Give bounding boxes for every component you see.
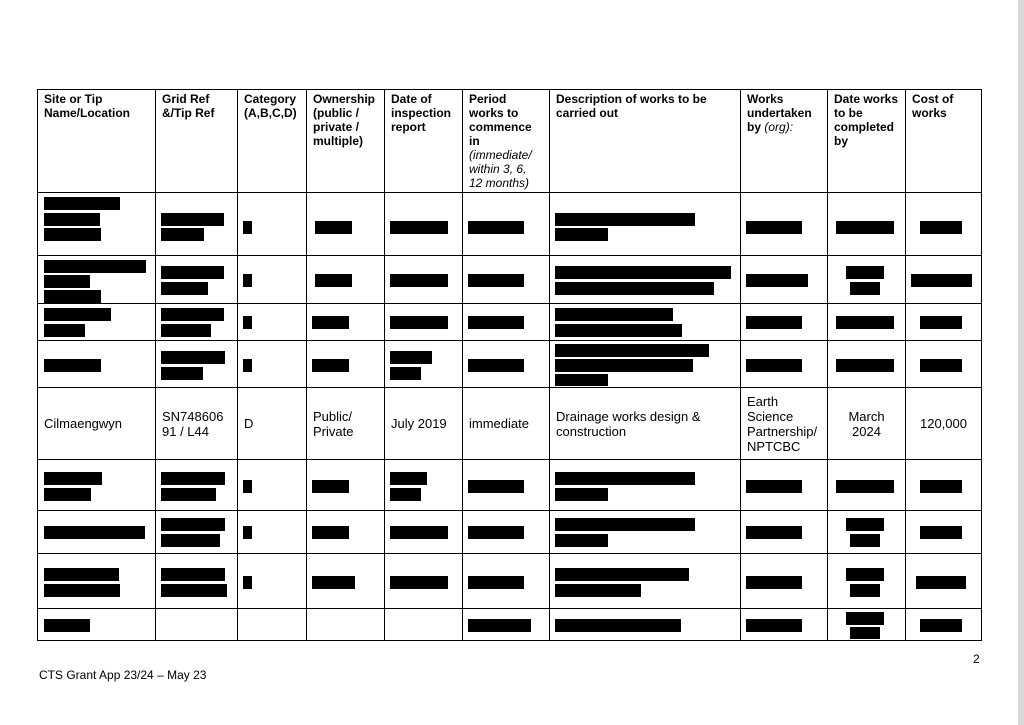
redaction-bar — [312, 480, 349, 493]
redaction-bar — [161, 472, 225, 485]
redaction-bar — [312, 316, 349, 329]
redaction-bar — [312, 526, 349, 539]
redaction-bar — [846, 518, 884, 531]
redaction-bar — [44, 584, 120, 597]
header-grid — [156, 90, 238, 193]
cost-value: 120,000 — [920, 416, 967, 431]
redaction-bar — [390, 367, 421, 380]
site-cell — [38, 388, 156, 460]
redaction-bar — [746, 359, 802, 372]
redaction-bar — [468, 316, 524, 329]
redaction-bar — [555, 344, 709, 357]
redaction-bar — [468, 576, 524, 589]
redacted-row — [38, 511, 982, 554]
redaction-bar — [846, 266, 884, 279]
inspection-date: July 2019 — [391, 416, 447, 431]
redaction-bar — [468, 526, 524, 539]
redaction-bar — [161, 266, 224, 279]
redaction-bar — [161, 568, 225, 581]
cilmaengwyn-row — [38, 388, 982, 460]
header-period-text: Period works to commence in — [469, 92, 532, 148]
redaction-bar — [836, 480, 894, 493]
header-undertaken — [741, 90, 828, 193]
redaction-bar — [44, 619, 90, 632]
redaction-bar — [390, 576, 448, 589]
description-cell — [550, 388, 741, 460]
redaction-bar — [746, 619, 802, 632]
grid-cell — [156, 388, 238, 460]
redaction-bar — [315, 274, 352, 287]
header-category — [238, 90, 307, 193]
header-completed — [828, 90, 906, 193]
redaction-bar — [555, 488, 608, 501]
header-undertaken-org: (org): — [764, 120, 794, 134]
redaction-bar — [390, 316, 448, 329]
redaction-bar — [555, 228, 608, 241]
redaction-bar — [836, 316, 894, 329]
redaction-bar — [555, 359, 693, 372]
redaction-bar — [555, 266, 731, 279]
undertaken-cell — [741, 388, 828, 460]
redaction-bar — [468, 480, 524, 493]
redaction-bar — [161, 584, 227, 597]
footer-document-label: CTS Grant App 23/24 – May 23 — [39, 668, 207, 682]
redaction-bar — [555, 324, 682, 337]
header-cost — [906, 90, 982, 193]
header-ownership — [307, 90, 385, 193]
grid-ref-line-2: 91 / L44 — [162, 423, 209, 439]
redaction-bar — [846, 568, 884, 581]
redaction-bar — [161, 488, 216, 501]
redaction-bar — [44, 290, 101, 303]
redacted-row — [38, 460, 982, 511]
header-row — [38, 90, 982, 193]
description-line-1: Drainage works design & — [556, 408, 701, 424]
redaction-bar — [390, 221, 448, 234]
redaction-bar — [161, 324, 211, 337]
header-category-text: Category (A,B,C,D) — [244, 92, 297, 120]
redaction-bar — [44, 568, 119, 581]
redaction-bar — [44, 488, 91, 501]
header-ownership-text: Ownership (public / private / multiple) — [313, 92, 376, 148]
redaction-bar — [916, 576, 966, 589]
redaction-bar — [243, 221, 252, 234]
completed-cell — [828, 388, 906, 460]
undertaken-line-1: Earth — [747, 393, 779, 409]
header-inspection-text: Date of inspection report — [391, 92, 452, 134]
redaction-bar — [312, 576, 355, 589]
header-site — [38, 90, 156, 193]
undertaken-line-4: NPTCBC — [747, 438, 801, 454]
redaction-bar — [850, 627, 880, 639]
header-completed-text: Date works to be completed by — [834, 92, 899, 148]
redaction-bar — [846, 612, 884, 625]
redaction-bar — [920, 480, 962, 493]
redaction-bar — [44, 228, 101, 241]
redaction-bar — [920, 619, 962, 632]
header-inspection — [385, 90, 463, 193]
redaction-bar — [920, 221, 962, 234]
header-site-text: Site or Tip Name/Location — [44, 92, 131, 120]
redaction-bar — [468, 619, 531, 632]
redaction-bar — [390, 488, 421, 501]
redaction-bar — [161, 282, 208, 295]
completed-line-2: 2024 — [852, 423, 881, 439]
redacted-row — [38, 341, 982, 388]
redaction-bar — [555, 534, 608, 547]
redaction-bar — [555, 213, 695, 226]
category-cell — [238, 388, 307, 460]
redaction-bar — [243, 576, 252, 589]
redacted-row — [38, 609, 982, 641]
undertaken-line-3: Partnership/ — [747, 423, 818, 439]
redacted-row — [38, 304, 982, 341]
redaction-bar — [44, 213, 100, 226]
redaction-bar — [555, 308, 673, 321]
redaction-bar — [243, 359, 252, 372]
period-cell — [463, 388, 550, 460]
redaction-bar — [468, 274, 524, 287]
redacted-row — [38, 256, 982, 304]
ownership-cell — [307, 388, 385, 460]
redaction-bar — [161, 534, 220, 547]
grid-ref-line-1: SN748606 — [162, 408, 224, 424]
page-edge — [1018, 0, 1024, 725]
redaction-bar — [390, 351, 432, 364]
redaction-bar — [555, 282, 714, 295]
redaction-bar — [555, 374, 608, 386]
redaction-bar — [390, 526, 448, 539]
redaction-bar — [161, 351, 225, 364]
redaction-bar — [836, 359, 894, 372]
description-line-2: construction — [556, 423, 627, 439]
redaction-bar — [243, 316, 252, 329]
redaction-bar — [315, 221, 352, 234]
redaction-bar — [243, 480, 252, 493]
ownership-line-1: Public/ — [313, 408, 353, 424]
redaction-bar — [850, 584, 880, 597]
page-number: 2 — [973, 652, 980, 666]
completed-line-1: March — [848, 408, 885, 424]
undertaken-line-2: Science — [747, 408, 794, 424]
redaction-bar — [390, 274, 448, 287]
redaction-bar — [836, 221, 894, 234]
redaction-bar — [746, 526, 802, 539]
redaction-bar — [911, 274, 972, 287]
redaction-bar — [555, 472, 695, 485]
redaction-bar — [44, 472, 102, 485]
redaction-bar — [746, 221, 802, 234]
redaction-bar — [555, 518, 695, 531]
redaction-bar — [312, 359, 349, 372]
redacted-row — [38, 554, 982, 609]
redaction-bar — [746, 576, 802, 589]
inspection-cell — [385, 388, 463, 460]
redaction-bar — [555, 584, 641, 597]
redaction-bar — [44, 308, 111, 321]
redaction-bar — [44, 260, 146, 273]
redaction-bar — [746, 274, 808, 287]
header-period-note: (immediate/ within 3, 6, 12 months) — [469, 148, 532, 190]
redaction-bar — [44, 526, 145, 539]
redaction-bar — [161, 367, 203, 380]
redaction-bar — [920, 316, 962, 329]
redaction-bar — [161, 228, 204, 241]
redaction-bar — [850, 282, 880, 295]
redaction-bar — [161, 518, 225, 531]
redaction-bar — [555, 619, 681, 632]
redaction-bar — [243, 526, 252, 539]
header-period — [463, 90, 550, 193]
redaction-bar — [850, 534, 880, 547]
site-name: Cilmaengwyn — [44, 416, 123, 431]
redaction-bar — [746, 480, 802, 493]
redaction-bar — [161, 308, 224, 321]
redaction-bar — [243, 274, 252, 287]
works-table — [37, 89, 982, 641]
redaction-bar — [390, 472, 427, 485]
redaction-bar — [44, 197, 120, 210]
redaction-bar — [44, 324, 85, 337]
redacted-row — [38, 193, 982, 256]
period-value: immediate — [469, 416, 529, 431]
header-undertaken-text: Works undertaken by — [747, 92, 812, 134]
redaction-bar — [44, 275, 90, 288]
redaction-bar — [920, 359, 962, 372]
header-cost-text: Cost of works — [912, 92, 954, 120]
header-description — [550, 90, 741, 193]
redaction-bar — [920, 526, 962, 539]
redaction-bar — [555, 568, 689, 581]
header-grid-text: Grid Ref &/Tip Ref — [162, 92, 215, 120]
redaction-bar — [746, 316, 802, 329]
header-description-text: Description of works to be carried out — [556, 92, 707, 120]
redaction-bar — [468, 359, 524, 372]
redaction-bar — [44, 359, 101, 372]
cost-cell — [906, 388, 982, 460]
redaction-bar — [468, 221, 524, 234]
ownership-line-2: Private — [313, 423, 354, 439]
redaction-bar — [161, 213, 224, 226]
category-value: D — [244, 416, 254, 431]
